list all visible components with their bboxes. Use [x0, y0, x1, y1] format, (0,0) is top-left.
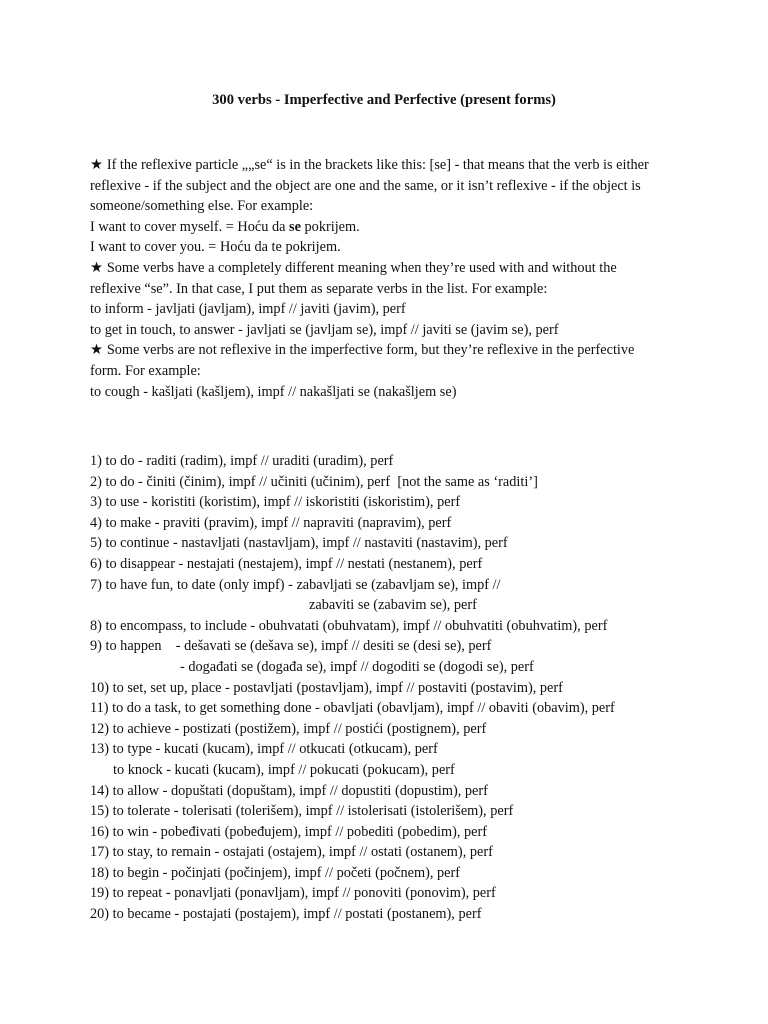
list-item: 9) to happen - dešavati se (dešava se), impf // desiti se (desi se), perf	[90, 638, 492, 655]
list-item: 4) to make - praviti (pravim), impf // napraviti (napravim), perf	[90, 514, 452, 531]
example-4: to get in touch, to answer - javljati se (javljam se), impf // javiti se (javim se), perf	[90, 321, 559, 338]
intro-notes	[90, 155, 690, 402]
example-3: to inform - javljati (javljam), impf // javiti (javim), perf	[90, 301, 406, 318]
example-5: to cough - kašljati (kašljem), impf // nakašljati se (nakašljem se)	[90, 383, 457, 400]
list-item: 12) to achieve - postizati (postižem), impf // postići (postignem), perf	[90, 720, 487, 737]
list-item: 2) to do - činiti (činim), impf // učiniti (učinim), perf [not the same as ‘raditi’]	[90, 473, 538, 490]
list-item: 7) to have fun, to date (only impf) - zabavljati se (zabavljam se), impf //	[90, 576, 501, 593]
example-2: I want to cover you. = Hoću da te pokrijem.	[90, 239, 341, 256]
list-item-continuation: to knock - kucati (kucam), impf // pokucati (pokucam), perf	[113, 761, 455, 778]
list-item: 17) to stay, to remain - ostajati (ostajem), impf // ostati (ostanem), perf	[90, 844, 493, 861]
note-1-line-2: reflexive - if the subject and the object are one and the same, or it isn’t reflexive - if the object is	[90, 177, 641, 194]
note-2-line-2: reflexive “se”. In that case, I put them as separate verbs in the list. For example:	[90, 280, 548, 297]
list-item: 1) to do - raditi (radim), impf // uraditi (uradim), perf	[90, 453, 394, 469]
list-item: 3) to use - koristiti (koristim), impf // iskoristiti (iskoristim), perf	[90, 494, 461, 511]
list-item: 20) to became - postajati (postajem), impf // postati (postanem), perf	[90, 906, 482, 923]
list-item: 16) to win - pobeđivati (pobeđujem), impf // pobediti (pobedim), perf	[90, 823, 488, 840]
example-1-bold-se: se	[289, 218, 301, 235]
list-item: 11) to do a task, to get something done - obavljati (obavljam), impf // obaviti (obavim), perf	[90, 700, 615, 717]
list-item: 8) to encompass, to include - obuhvatati (obuhvatam), impf // obuhvatiti (obuhvatim), perf	[90, 617, 608, 634]
example-1: I want to cover myself. = Hoću da se pokrijem.	[90, 218, 360, 235]
list-item: 13) to type - kucati (kucam), impf // otkucati (otkucam), perf	[90, 741, 438, 758]
verb-list	[90, 451, 710, 925]
list-item: 10) to set, set up, place - postavljati (postavljam), impf // postaviti (postavim), perf	[90, 679, 563, 696]
note-2-line-1: ★ Some verbs have a completely different meaning when they’re used with and without the	[90, 258, 690, 279]
list-item: 18) to begin - počinjati (počinjem), impf // početi (počnem), perf	[90, 864, 461, 881]
note-1-line-3: someone/something else. For example:	[90, 198, 314, 215]
list-item: 6) to disappear - nestajati (nestajem), impf // nestati (nestanem), perf	[90, 555, 483, 572]
list-item: 15) to tolerate - tolerisati (tolerišem), impf // istolerisati (istolerišem), perf	[90, 803, 514, 820]
star-bullet-icon: ★	[90, 342, 103, 359]
page-title: 300 verbs - Imperfective and Perfective (present forms)	[212, 92, 556, 108]
note-3-line-1: ★ Some verbs are not reflexive in the imperfective form, but they’re reflexive in the perfective	[90, 340, 690, 361]
list-item: 14) to allow - dopuštati (dopuštam), impf // dopustiti (dopustim), perf	[90, 782, 488, 799]
list-item: 5) to continue - nastavljati (nastavljam), impf // nastaviti (nastavim), perf	[90, 535, 508, 552]
list-item-continuation: - događati se (događa se), impf // dogoditi se (dogodi se), perf	[180, 658, 534, 675]
note-1-line-1: ★ If the reflexive particle „„se“ is in the brackets like this: [se] - that means that the verb is either	[90, 155, 690, 176]
star-bullet-icon: ★	[90, 259, 103, 276]
list-item: 19) to repeat - ponavljati (ponavljam), impf // ponoviti (ponovim), perf	[90, 885, 496, 902]
star-bullet-icon: ★	[90, 157, 103, 173]
list-item-continuation: zabaviti se (zabavim se), perf	[309, 597, 477, 614]
note-3-line-2: form. For example:	[90, 362, 201, 379]
